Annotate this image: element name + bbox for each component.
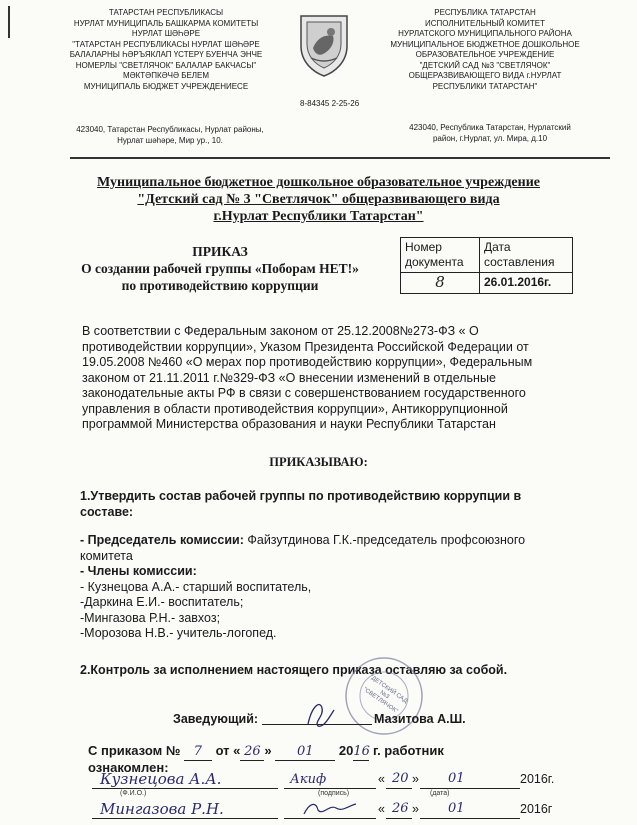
doc-number: 8 — [435, 273, 445, 291]
header-divider — [70, 157, 610, 159]
header-right-line: МУНИЦИПАЛЬНОЕ БЮДЖЕТНОЕ ДОШКОЛЬНОЕ — [390, 39, 580, 49]
sig2-date-open: « — [378, 802, 385, 816]
order-title: ПРИКАЗ — [192, 244, 248, 259]
acq-text: от « — [215, 743, 241, 758]
item-1-line: 1.Утвердить состав рабочей группы по противодействию коррупции в — [80, 489, 522, 503]
acq-text: 20 — [338, 743, 354, 758]
header-right-address — [380, 122, 600, 144]
sig2-date-close: » — [412, 802, 419, 816]
member-item: -Мингазова Р.Н.- завхоз; — [80, 610, 221, 625]
sig2-month-line — [420, 818, 520, 819]
member-item: - Кузнецова А.А.- старший воспитатель, — [80, 579, 312, 594]
address-line: 423040, Татарстан Республикасы, Нурлат районы, — [76, 125, 264, 134]
header-left-line: НУРЛАТ ШӘҺӘРЕ — [131, 29, 201, 38]
prikazyvayu: ПРИКАЗЫВАЮ: — [269, 455, 368, 469]
label-fio: (Ф.И.О.) — [120, 790, 147, 797]
sig1-date-close: » — [412, 772, 419, 786]
sig2-name: Мингазова Р.Н. — [100, 800, 224, 818]
sig1-day-line — [386, 788, 412, 789]
sig2-name-line — [92, 818, 278, 819]
commission-list — [80, 533, 620, 642]
sig1-sign-line — [284, 788, 376, 789]
sig2-year: 2016г — [520, 802, 553, 816]
phone: 8-84345 2-25-26 — [300, 99, 360, 108]
member-item: -Морозова Н.В.- учитель-логопед. — [80, 626, 277, 640]
header-left-line: НОМЕРЛЫ "СВЕТЛЯЧОК" БАЛАЛАР БАКЧАСЫ" — [75, 60, 257, 70]
sig2-day: 26 — [392, 801, 409, 816]
header-left-line: НУРЛАТ МУНИЦИПАЛЬ БАШКАРМА КОМИТЕТЫ — [73, 18, 259, 28]
label-data: (дата) — [430, 790, 450, 797]
address-line: Нурлат шәһәре, Мир ур., 10. — [117, 136, 223, 145]
chair-text: Файзутдинова Г.К.-председатель профсоюзного — [247, 533, 526, 547]
head-signature — [300, 696, 340, 735]
margin-mark — [8, 6, 10, 38]
sig2-sign-line — [284, 818, 376, 819]
header-right-line: ОБРАЗОВАТЕЛЬНОЕ УЧРЕЖДЕНИЕ — [415, 50, 555, 59]
preamble-line: противодействии коррупции», Указом Президента Российской Федерации от — [82, 339, 529, 354]
institution-line: "Детский сад № 3 "Светлячок" общеразвивающего вида — [137, 192, 500, 207]
preamble-line: 19.05.2008 №460 «О мерах пор противодействию коррупции», Федеральным — [82, 355, 533, 369]
acq-text: г. работник — [372, 743, 444, 758]
table-header: Номер — [405, 240, 442, 254]
coat-of-arms — [295, 12, 353, 78]
header-left — [42, 8, 290, 92]
header-left-line: МУНИЦИПАЛЬ БЮДЖЕТ УЧРЕЖДЕНИЕСЕ — [83, 81, 249, 91]
order-heading — [60, 243, 380, 294]
sig1-day: 20 — [392, 771, 409, 786]
label-podpis: (подпись) — [318, 790, 350, 797]
acq-text: » — [264, 743, 272, 758]
acq-number: 7 — [184, 744, 212, 761]
sig2-month: 01 — [448, 801, 465, 816]
preamble-line: управления в области противодействия коррупции», Антикоррупционной — [82, 401, 508, 416]
header-left-line: ТАТАРСТАН РЕСПУБЛИКАСЫ — [108, 8, 224, 17]
item-1-line: составе: — [80, 504, 134, 519]
sig1-month: 01 — [448, 771, 465, 786]
preamble-line: программой Министерства образования и науки Республики Татарстан — [82, 417, 496, 431]
header-right-line: ИСПОЛНИТЕЛЬНЫЙ КОМИТЕТ — [424, 18, 546, 28]
address-line: 423040, Республика Татарстан, Нурлатский — [409, 123, 571, 132]
doc-number-table — [400, 237, 573, 294]
preamble-line: законодательные акты РФ в связи с совершенствованием государственного — [82, 386, 526, 400]
sig2-day-line — [386, 818, 412, 819]
doc-date: 26.01.2016г. — [480, 273, 573, 294]
item-1 — [80, 489, 620, 520]
address-line: район, г.Нурлат, ул. Мира, д.10 — [432, 134, 548, 143]
header-right-line: ОБЩЕРАЗВИВАЮЩЕГО ВИДА г.НУРЛАТ — [408, 71, 562, 80]
acq-text: С приказом № — [88, 743, 181, 758]
header-left-line: "ТАТАРСТАН РЕСПУБЛИКАСЫ НУРЛАТ ШӘҺӘРЕ — [72, 39, 260, 49]
institution-name — [0, 174, 637, 225]
sig1-year: 2016г. — [520, 772, 555, 786]
sig1-date-open: « — [378, 772, 385, 786]
table-header: Дата — [484, 240, 511, 254]
head-label: Заведующий: — [173, 712, 259, 726]
header-right-line: НУРЛАТСКОГО МУНИЦИПАЛЬНОГО РАЙОНА — [398, 29, 572, 38]
sig1-name-line — [92, 788, 278, 789]
acquaintance — [88, 743, 444, 761]
preamble-line: законом от 21.11.2011 г.№329-ФЗ «О внесении изменений в отдельные — [82, 370, 496, 385]
header-left-line: БАЛАЛАРНЫ ҺӘРЪЯКЛАП ҮСТЕРҮ БУЕНЧА ЭНЧЕ — [69, 50, 263, 59]
header-right-line: РЕСПУБЛИКА ТАТАРСТАН — [434, 8, 536, 17]
chair-label: - Председатель комиссии: — [80, 533, 244, 547]
header-right-line: РЕСПУБЛИКИ ТАТАРСТАН" — [432, 81, 538, 91]
table-header: составления — [484, 255, 555, 269]
sig1-name: Кузнецова А.А. — [100, 770, 222, 788]
acq-year: 16 — [353, 744, 370, 759]
acq-line-2: ознакомлен: — [88, 760, 169, 775]
members-label: - Члены комиссии: — [80, 564, 197, 578]
institution-line: г.Нурлат Республики Татарстан" — [213, 209, 424, 224]
head-name: Мазитова А.Ш. — [374, 712, 466, 726]
preamble-line: В соответствии с Федеральным законом от 25.12.2008№273-ФЗ « О — [82, 324, 479, 338]
stamp-text: "ДЕТСКИЙ САД №3 "СВЕТЛЯЧОК" — [361, 674, 409, 715]
preamble — [82, 324, 612, 433]
header-left-address — [60, 124, 280, 146]
member-item: -Даркина Е.И.- воспитатель; — [80, 595, 244, 609]
acq-month: 01 — [275, 744, 335, 761]
item-2: 2.Контроль за исполнением настоящего приказа оставляю за собой. — [80, 663, 508, 677]
sig2-signature — [300, 798, 360, 823]
institution-line: Муниципальное бюджетное дошкольное образовательное учреждение — [97, 175, 540, 190]
header-left-line: МӘКТӘПКӘЧӘ БЕЛЕМ — [122, 71, 210, 80]
header-right — [370, 8, 600, 92]
table-header: документа — [405, 255, 464, 269]
order-subtitle: по противодействию коррупции — [121, 278, 319, 293]
sig1-month-line — [420, 788, 520, 789]
acq-day: 26 — [240, 744, 264, 761]
sig1-signature: Акиф — [290, 772, 327, 787]
chair-text-2: комитета — [80, 548, 133, 563]
order-subtitle: О создании рабочей группы «Поборам НЕТ!» — [81, 261, 359, 276]
header-right-line: "ДЕТСКИЙ САД №3 "СВЕТЛЯЧОК" — [419, 60, 551, 70]
